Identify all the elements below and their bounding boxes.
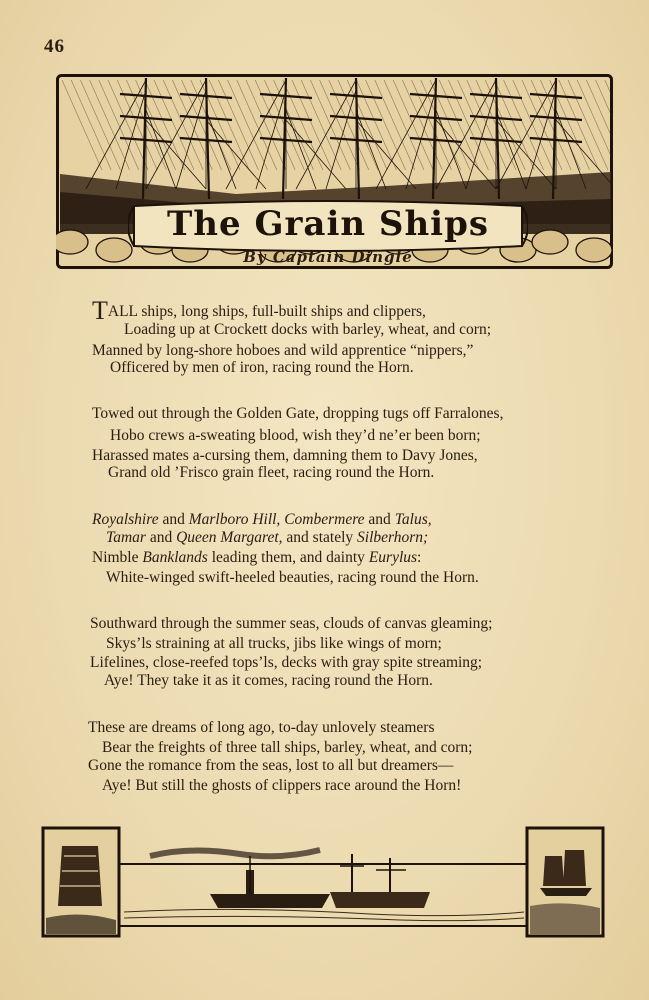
footer-illustration-steamers <box>40 826 606 940</box>
poem-line: Bear the freights of three tall ships, barley, wheat, and corn; <box>102 739 473 756</box>
poem-line: Loading up at Crockett docks with barley, wheat, and corn; <box>124 321 492 338</box>
poem-line: Nimble Banklands leading them, and dainty Eurylus: <box>92 549 422 566</box>
poem-line: Grand old ’Frisco grain fleet, racing round the Horn. <box>108 464 435 481</box>
poem-line: Hobo crews a-sweating blood, wish they’d ne’er been born; <box>110 427 481 444</box>
page-number: 46 <box>44 36 65 57</box>
author-byline: By Captain Dingle <box>243 248 413 266</box>
ship-name: Marlboro Hill, <box>188 511 281 528</box>
ship-name: Combermere <box>284 511 365 528</box>
title-banner <box>128 198 528 254</box>
clipper-vignette-left <box>43 828 119 936</box>
poem-line: Towed out through the Golden Gate, dropping tugs off Farralones, <box>92 405 504 422</box>
ship-name: Queen Margaret, <box>176 529 283 546</box>
poem-line: TALL ships, long ships, full-built ships and clippers, <box>92 296 426 325</box>
ship-name: Banklands <box>142 549 208 566</box>
poem-line: Aye! They take it as it comes, racing round the Horn. <box>104 672 433 689</box>
poem-line: Skys’ls straining at all trucks, jibs like wings of morn; <box>106 635 442 652</box>
poem-title: The Grain Ships <box>166 204 490 244</box>
steamers-scene <box>120 850 526 926</box>
drop-cap: T <box>92 296 108 325</box>
ship-name: Silberhorn; <box>357 529 429 546</box>
poem-line: Harassed mates a-cursing them, damning them to Davy Jones, <box>92 447 478 464</box>
poem-line: Gone the romance from the seas, lost to all but dreamers— <box>88 757 454 774</box>
poem-line: Royalshire and Marlboro Hill, Combermere and Talus, <box>92 511 432 528</box>
poem-line: Aye! But still the ghosts of clippers race around the Horn! <box>102 777 462 794</box>
ship-name: Talus, <box>394 511 432 528</box>
poem-line: Officered by men of iron, racing round the Horn. <box>110 359 414 376</box>
poem-line: Southward through the summer seas, clouds of canvas gleaming; <box>90 615 493 632</box>
poem-line: White-winged swift-heeled beauties, racing round the Horn. <box>106 569 479 586</box>
poem-line: These are dreams of long ago, to-day unlovely steamers <box>88 719 435 736</box>
clipper-vignette-right <box>527 828 603 936</box>
poem-line: Lifelines, close-reefed tops’ls, decks with gray spite streaming; <box>90 654 483 671</box>
ship-name: Tamar <box>106 529 146 546</box>
poem-line: Tamar and Queen Margaret, and stately Silberhorn; <box>106 529 429 546</box>
poem-line: Manned by long-shore hoboes and wild apprentice “nippers,” <box>92 342 474 359</box>
ship-name: Eurylus <box>368 549 418 566</box>
ship-name: Royalshire <box>92 511 159 528</box>
